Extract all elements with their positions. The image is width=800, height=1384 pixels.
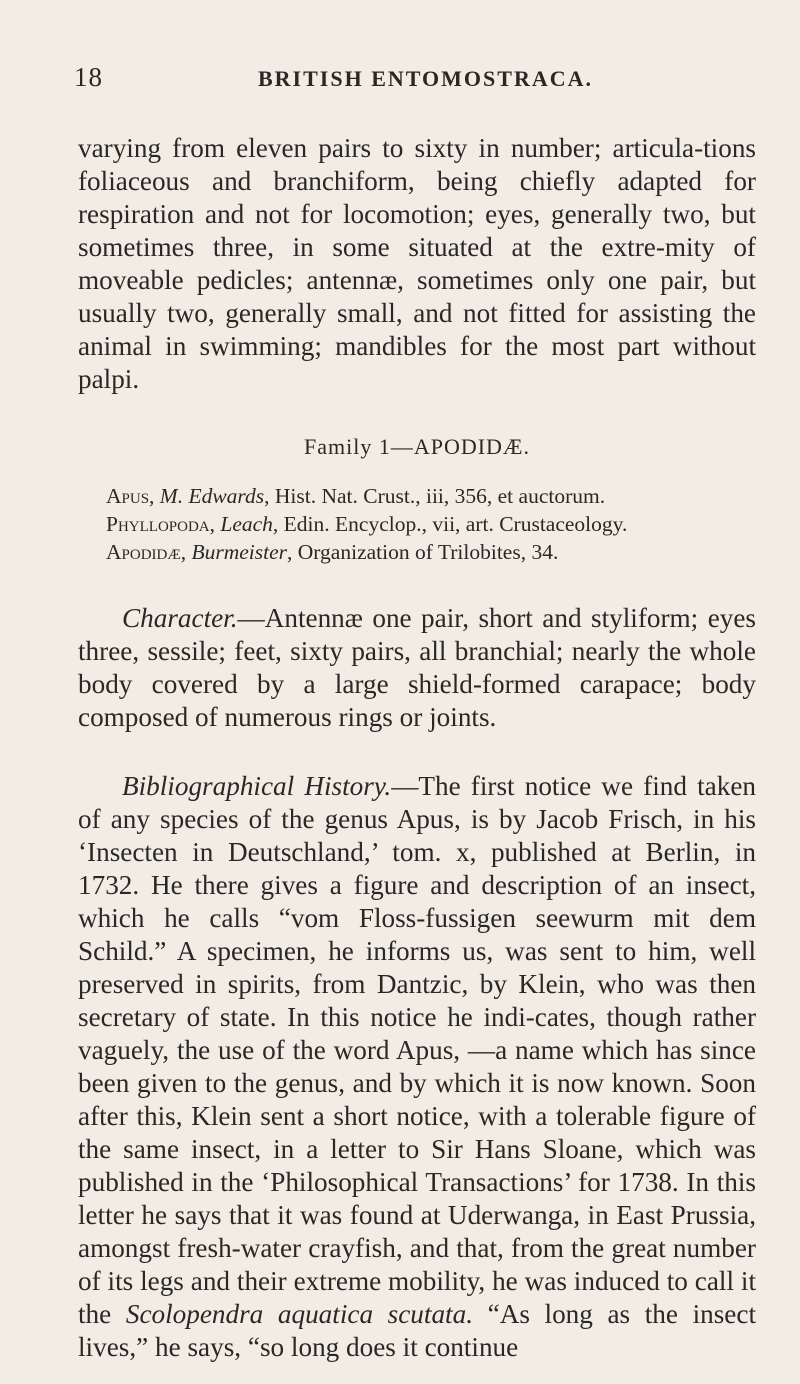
synonym-author: M. Edwards — [159, 484, 265, 508]
bibliography-text-end: “As long as the insect lives,” he says, “so long does it continue — [78, 1299, 756, 1362]
character-paragraph — [78, 602, 756, 734]
synonym-genus: Apodidæ — [106, 540, 181, 564]
bibliography-text: —The first notice we find taken of any species of the genus Apus, is by Jacob Frisch, in his ‘Insecten in Deutschland,’ tom. x, published at Berlin, in 1732. He there gives a figure and description of an insect, which he calls “vom Floss-fussigen seewurm mit dem Schild.” A specimen, he informs us, was sent to him, well preserved in spirits, from Dantzic, by Klein, who was then secretary of state. In this notice he indi-cates, though rather vaguely, the use of the word Apus, —a name which has since been given to the genus, and by which it is now known. Soon after this, Klein sent a short notice, with a tolerable figure of the same insect, in a letter to Sir Hans Sloane, which was published in the ‘Philosophical Transactions’ for 1738. In this letter he says that it was found at Uderwanga, in East Prussia, amongst fresh-water crayfish, and that, from the great number of its legs and their extreme mobility, he was induced to call it the — [78, 771, 756, 1329]
intro-paragraph: varying from eleven pairs to sixty in number; articula-tions foliaceous and branchiform, being chiefly adapted for respiration and not for locomotion; eyes, generally two, but sometimes three, in some situated at the extre-mity of moveable pedicles; antennæ, sometimes only one pair, but usually two, generally small, and not fitted for assisting the animal in swimming; mandibles for the most part without palpi. — [78, 133, 756, 394]
synonym-genus: Phyllopoda — [106, 512, 210, 536]
character-text: —Antennæ one pair, short and styliform; eyes three, sessile; feet, sixty pairs, all branchial; nearly the whole body covered by a large shield-formed carapace; body composed of numerous rings or joints. — [78, 603, 756, 732]
synonym-author: Burmeister — [191, 540, 287, 564]
page-header — [74, 62, 756, 102]
bibliography-paragraph — [78, 770, 756, 1364]
synonym-reference: Hist. Nat. Crust., iii, 356, et auctorum. — [274, 484, 606, 508]
synonym-entry: Phyllopoda, Leach, Edin. Encyclop., vii, art. Crustaceology. — [106, 512, 628, 536]
page-number: 18 — [74, 62, 103, 92]
running-head: BRITISH ENTOMOSTRACA. — [258, 66, 593, 91]
family-heading: Family 1—APODIDÆ. — [303, 434, 530, 459]
character-lead: Character. — [122, 603, 238, 633]
synonym-list — [106, 482, 756, 566]
species-name: Scolopendra aquatica scutata. — [125, 1299, 473, 1329]
synonym-reference: Organization of Trilobites, 34. — [297, 540, 559, 564]
synonym-entry: Apus, M. Edwards, Hist. Nat. Crust., iii, 356, et auctorum. — [106, 484, 606, 508]
bibliography-lead: Bibliographical History. — [122, 771, 392, 801]
synonym-author: Leach — [220, 512, 273, 536]
synonym-genus: Apus — [106, 484, 150, 508]
synonym-entry: Apodidæ, Burmeister, Organization of Trilobites, 34. — [106, 540, 559, 564]
synonym-reference: Edin. Encyclop., vii, art. Crustaceology. — [283, 512, 628, 536]
